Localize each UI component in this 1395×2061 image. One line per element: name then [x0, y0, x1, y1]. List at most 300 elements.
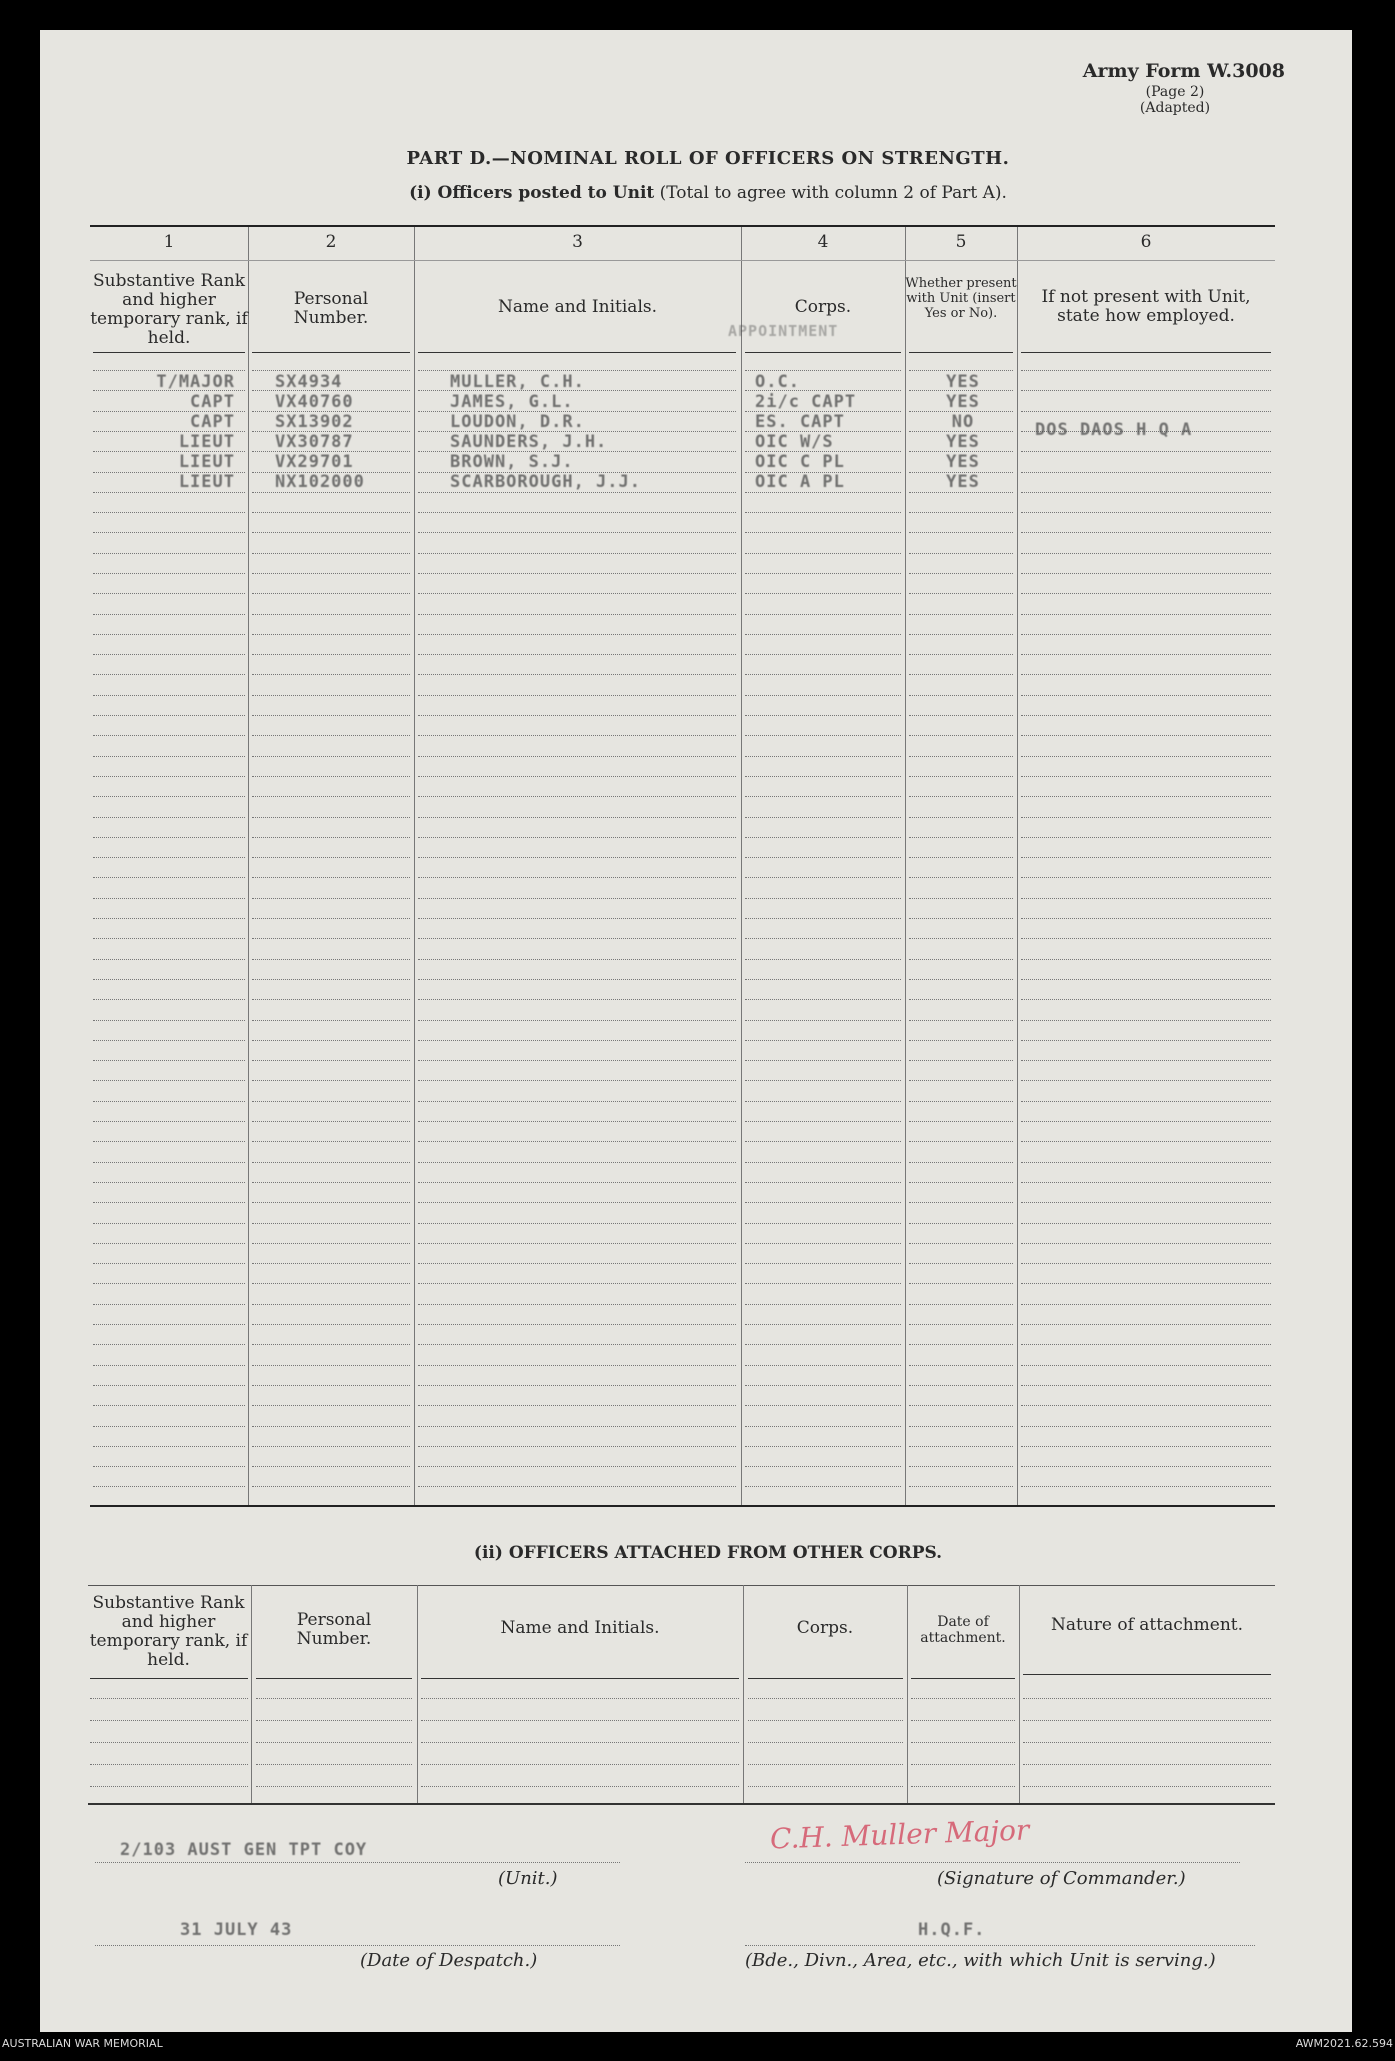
dotted-line [252, 817, 410, 818]
dotted-line [252, 1243, 410, 1244]
dotted-line [252, 1060, 410, 1061]
corps-cell: O.C. [755, 372, 800, 392]
dotted-line [93, 573, 245, 574]
dotted-line [252, 1020, 410, 1021]
dotted-line [252, 1304, 410, 1305]
part-ii-title: (ii) OFFICERS ATTACHED FROM OTHER CORPS. [473, 1543, 943, 1563]
dotted-line [1021, 938, 1271, 939]
dotted-line [252, 1283, 410, 1284]
dotted-line [93, 877, 245, 878]
dotted-line [93, 532, 245, 533]
dotted-line [745, 1223, 901, 1224]
name-cell: SCARBOROUGH, J.J. [450, 472, 641, 492]
dotted-line [418, 1223, 736, 1224]
dotted-line [1021, 837, 1271, 838]
corps-cell: OIC C PL [755, 452, 845, 472]
dotted-line [1021, 756, 1271, 757]
dotted-line [93, 817, 245, 818]
dotted-line [748, 1698, 903, 1699]
dotted-line [93, 634, 245, 635]
present-cell: YES [946, 472, 980, 492]
dotted-line [745, 776, 901, 777]
dotted-line [252, 1365, 410, 1366]
dotted-line [909, 593, 1013, 594]
dotted-line [418, 959, 736, 960]
dotted-line [1021, 1202, 1271, 1203]
form-note: (Adapted) [1139, 100, 1211, 116]
dotted-line [1021, 451, 1271, 452]
dotted-line [252, 857, 410, 858]
dotted-line [93, 857, 245, 858]
t2-header-date: Date of attachment. [920, 1614, 1006, 1646]
dotted-line [1021, 1243, 1271, 1244]
dotted-line [418, 674, 736, 675]
col-number: 3 [572, 232, 583, 252]
dotted-line [252, 593, 410, 594]
name-cell: LOUDON, D.R. [450, 412, 585, 432]
dotted-line [745, 1405, 901, 1406]
dotted-line [909, 1223, 1013, 1224]
dotted-line [1021, 898, 1271, 899]
dotted-line [1021, 472, 1271, 473]
dotted-line [418, 1446, 736, 1447]
dotted-line [93, 1344, 245, 1345]
name-cell: MULLER, C.H. [450, 372, 585, 392]
dotted-line [1021, 796, 1271, 797]
dotted-line [909, 979, 1013, 980]
unit-line [95, 1862, 620, 1863]
dotted-line [93, 959, 245, 960]
dotted-line [909, 1263, 1013, 1264]
dotted-line [909, 1426, 1013, 1427]
dotted-line [909, 999, 1013, 1000]
dotted-line [421, 1742, 739, 1743]
dotted-line [93, 512, 245, 513]
dotted-line [909, 1040, 1013, 1041]
dotted-line [93, 1182, 245, 1183]
dotted-line [1021, 715, 1271, 716]
dotted-line [1021, 1365, 1271, 1366]
dotted-line [745, 1446, 901, 1447]
dotted-line [256, 1764, 412, 1765]
signature-label: (Signature of Commander.) [937, 1868, 1186, 1889]
dotted-line [252, 1385, 410, 1386]
dotted-line [418, 1121, 736, 1122]
dotted-line [909, 654, 1013, 655]
dotted-line [418, 1162, 736, 1163]
footer-left: AUSTRALIAN WAR MEMORIAL [2, 2037, 163, 2050]
dotted-line [418, 1060, 736, 1061]
dotted-line [93, 1121, 245, 1122]
dotted-line [909, 1283, 1013, 1284]
dotted-line [909, 1344, 1013, 1345]
form-page-number: (Page 2) [1145, 84, 1205, 100]
t2-header-rule [421, 1678, 739, 1679]
table1-bottom-rule [90, 1505, 1275, 1507]
dotted-line [1021, 999, 1271, 1000]
part-d-title: PART D.—NOMINAL ROLL OF OFFICERS ON STRENGTH. [406, 148, 1010, 169]
dotted-line [1021, 1020, 1271, 1021]
dotted-line [745, 674, 901, 675]
dotted-line [252, 715, 410, 716]
dotted-line [252, 1101, 410, 1102]
dotted-line [421, 1698, 739, 1699]
dotted-line [252, 1223, 410, 1224]
dotted-line [256, 1786, 412, 1787]
dotted-line [1021, 1344, 1271, 1345]
table1-top-rule [90, 225, 1275, 227]
dotted-line [252, 614, 410, 615]
dotted-line [1023, 1786, 1271, 1787]
rank-cell: LIEUT [178, 432, 235, 452]
header-personal-number: Personal Number. [293, 289, 369, 328]
dotted-line [745, 1101, 901, 1102]
dotted-line [90, 1742, 248, 1743]
dotted-line [252, 837, 410, 838]
dotted-line [745, 999, 901, 1000]
dotted-line [1021, 695, 1271, 696]
t2-header-personal-number: Personal Number. [296, 1610, 372, 1649]
dotted-line [93, 1304, 245, 1305]
dotted-line [252, 1466, 410, 1467]
dotted-line [93, 674, 245, 675]
dotted-line [418, 654, 736, 655]
part-d-subtitle [90, 183, 1326, 203]
dotted-line [1021, 1304, 1271, 1305]
dotted-line [909, 1466, 1013, 1467]
col-number: 1 [163, 232, 175, 252]
dotted-line [745, 512, 901, 513]
dotted-line [421, 1720, 739, 1721]
number-cell: VX40760 [275, 392, 354, 412]
dotted-line [1021, 877, 1271, 878]
dotted-line [252, 1040, 410, 1041]
dotted-line [252, 492, 410, 493]
table2-top-rule [88, 1585, 1275, 1586]
dotted-line [909, 634, 1013, 635]
dotted-line [418, 593, 736, 594]
dotted-line [911, 1720, 1015, 1721]
present-cell: YES [946, 432, 980, 452]
date-line [95, 1945, 620, 1946]
dotted-line [909, 898, 1013, 899]
dotted-line [418, 756, 736, 757]
dotted-line [93, 1060, 245, 1061]
dotted-line [1021, 1223, 1271, 1224]
t2-header-corps: Corps. [796, 1618, 854, 1638]
dotted-line [93, 837, 245, 838]
number-cell: VX30787 [275, 432, 354, 452]
dotted-line [252, 1426, 410, 1427]
rank-cell: LIEUT [178, 452, 235, 472]
dotted-line [1021, 1405, 1271, 1406]
dotted-line [256, 1720, 412, 1721]
dotted-line [909, 817, 1013, 818]
dotted-line [909, 492, 1013, 493]
dotted-line [93, 553, 245, 554]
dotted-line [93, 1080, 245, 1081]
dotted-line [252, 654, 410, 655]
dotted-line [909, 837, 1013, 838]
dotted-line [1023, 1720, 1271, 1721]
dotted-line [93, 918, 245, 919]
dotted-line [418, 370, 736, 371]
dotted-line [252, 1162, 410, 1163]
dotted-line [909, 756, 1013, 757]
dotted-line [1021, 614, 1271, 615]
header-employment: If not present with Unit, state how employed. [1041, 287, 1251, 326]
dotted-line [909, 1324, 1013, 1325]
dotted-line [1021, 390, 1271, 391]
t2-header-rule [911, 1678, 1015, 1679]
table1-divider [248, 227, 249, 1505]
corps-cell: OIC A PL [755, 472, 845, 492]
dotted-line [1021, 1486, 1271, 1487]
dotted-line [256, 1698, 412, 1699]
dotted-line [1021, 1446, 1271, 1447]
dotted-line [418, 634, 736, 635]
dotted-line [909, 1121, 1013, 1122]
dotted-line [252, 898, 410, 899]
present-cell: YES [946, 372, 980, 392]
dotted-line [745, 1324, 901, 1325]
dotted-line [418, 1263, 736, 1264]
dotted-line [93, 593, 245, 594]
bde-value: H.Q.F. [918, 1920, 986, 1940]
dotted-line [418, 918, 736, 919]
dotted-line [93, 695, 245, 696]
header-rule [252, 352, 410, 353]
unit-label: (Unit.) [498, 1868, 558, 1889]
dotted-line [93, 1263, 245, 1264]
dotted-line [418, 715, 736, 716]
dotted-line [418, 877, 736, 878]
dotted-line [745, 918, 901, 919]
dotted-line [418, 1344, 736, 1345]
dotted-line [748, 1742, 903, 1743]
dotted-line [93, 492, 245, 493]
dotted-line [745, 1121, 901, 1122]
dotted-line [745, 1080, 901, 1081]
dotted-line [1021, 553, 1271, 554]
t2-header-rule [256, 1678, 412, 1679]
dotted-line [418, 614, 736, 615]
dotted-line [745, 857, 901, 858]
dotted-line [93, 1385, 245, 1386]
col-number-rule [90, 260, 1275, 261]
dotted-line [90, 1764, 248, 1765]
dotted-line [745, 1020, 901, 1021]
dotted-line [745, 938, 901, 939]
col-number: 5 [955, 232, 967, 252]
t2-header-rank: Substantive Rank and higher temporary rank, if held. [89, 1593, 248, 1670]
dotted-line [909, 735, 1013, 736]
dotted-line [1021, 1080, 1271, 1081]
dotted-line [1021, 857, 1271, 858]
dotted-line [93, 1243, 245, 1244]
dotted-line [93, 370, 245, 371]
dotted-line [93, 999, 245, 1000]
dotted-line [418, 1385, 736, 1386]
dotted-line [909, 1365, 1013, 1366]
col-number: 6 [1140, 232, 1152, 252]
dotted-line [418, 1324, 736, 1325]
dotted-line [745, 492, 901, 493]
dotted-line [93, 1486, 245, 1487]
footer-right: AWM2021.62.594 [1295, 2037, 1393, 2050]
dotted-line [252, 979, 410, 980]
dotted-line [745, 634, 901, 635]
header-rule [93, 352, 245, 353]
dotted-line [252, 1121, 410, 1122]
corps-cell: 2i/c CAPT [755, 392, 857, 412]
table1-divider [1017, 227, 1018, 1505]
dotted-line [93, 1040, 245, 1041]
dotted-line [909, 370, 1013, 371]
dotted-line [745, 593, 901, 594]
dotted-line [418, 695, 736, 696]
dotted-line [1021, 918, 1271, 919]
dotted-line [909, 512, 1013, 513]
dotted-line [90, 1786, 248, 1787]
dotted-line [252, 999, 410, 1000]
t2-header-rule [748, 1678, 903, 1679]
dotted-line [252, 1344, 410, 1345]
dotted-line [1021, 573, 1271, 574]
dotted-line [1021, 674, 1271, 675]
dotted-line [93, 979, 245, 980]
corps-cell: ES. CAPT [755, 412, 845, 432]
dotted-line [252, 532, 410, 533]
dotted-line [745, 1182, 901, 1183]
dotted-line [1021, 1283, 1271, 1284]
dotted-line [252, 1141, 410, 1142]
dotted-line [418, 512, 736, 513]
dotted-line [1021, 1040, 1271, 1041]
corps-stamp: APPOINTMENT [728, 322, 839, 340]
table2-divider [417, 1585, 418, 1803]
dotted-line [1021, 370, 1271, 371]
dotted-line [252, 796, 410, 797]
table2-divider [743, 1585, 744, 1803]
dotted-line [909, 573, 1013, 574]
dotted-line [93, 1324, 245, 1325]
dotted-line [418, 735, 736, 736]
dotted-line [909, 1486, 1013, 1487]
dotted-line [1021, 1060, 1271, 1061]
dotted-line [93, 1405, 245, 1406]
dotted-line [1021, 532, 1271, 533]
dotted-line [418, 1426, 736, 1427]
dotted-line [745, 1060, 901, 1061]
dotted-line [909, 553, 1013, 554]
dotted-line [1021, 1385, 1271, 1386]
dotted-line [252, 553, 410, 554]
dotted-line [252, 573, 410, 574]
dotted-line [909, 1446, 1013, 1447]
dotted-line [93, 1101, 245, 1102]
dotted-line [909, 715, 1013, 716]
present-cell: NO [951, 412, 975, 432]
dotted-line [1021, 593, 1271, 594]
name-cell: SAUNDERS, J.H. [450, 432, 608, 452]
dotted-line [418, 938, 736, 939]
dotted-line [252, 877, 410, 878]
dotted-line [909, 1202, 1013, 1203]
header-rank: Substantive Rank and higher temporary rank, if held. [90, 271, 248, 348]
dotted-line [93, 1283, 245, 1284]
dotted-line [418, 837, 736, 838]
dotted-line [252, 1080, 410, 1081]
header-rule [418, 352, 736, 353]
dotted-line [93, 898, 245, 899]
bde-line [745, 1945, 1255, 1946]
dotted-line [909, 1405, 1013, 1406]
number-cell: SX4934 [275, 372, 343, 392]
dotted-line [418, 979, 736, 980]
dotted-line [745, 796, 901, 797]
dotted-line [93, 1020, 245, 1021]
dotted-line [1021, 1141, 1271, 1142]
dotted-line [252, 1405, 410, 1406]
table1-divider [741, 227, 742, 1505]
unit-value: 2/103 AUST GEN TPT COY [120, 1840, 368, 1860]
dotted-line [748, 1764, 903, 1765]
part-d-subtitle-bold: (i) Officers posted to Unit [409, 183, 655, 203]
dotted-line [909, 614, 1013, 615]
dotted-line [745, 1365, 901, 1366]
name-cell: JAMES, G.L. [450, 392, 574, 412]
rank-cell: LIEUT [178, 472, 235, 492]
dotted-line [93, 796, 245, 797]
header-name: Name and Initials. [497, 297, 658, 317]
rank-cell: T/MAJOR [156, 372, 235, 392]
dotted-line [1021, 735, 1271, 736]
dotted-line [418, 817, 736, 818]
present-cell: YES [946, 452, 980, 472]
dotted-line [93, 1223, 245, 1224]
dotted-line [909, 959, 1013, 960]
dotted-line [93, 1426, 245, 1427]
dotted-line [909, 1385, 1013, 1386]
dotted-line [1021, 959, 1271, 960]
dotted-line [418, 898, 736, 899]
dotted-line [745, 654, 901, 655]
dotted-line [1021, 1263, 1271, 1264]
dotted-line [418, 1141, 736, 1142]
dotted-line [418, 1020, 736, 1021]
dotted-line [745, 817, 901, 818]
dotted-line [252, 1486, 410, 1487]
dotted-line [418, 573, 736, 574]
dotted-line [745, 1243, 901, 1244]
number-cell: VX29701 [275, 452, 354, 472]
dotted-line [909, 938, 1013, 939]
dotted-line [909, 796, 1013, 797]
dotted-line [418, 796, 736, 797]
dotted-line [1021, 1101, 1271, 1102]
t2-header-rule [1023, 1674, 1271, 1675]
table2-bottom-rule [88, 1803, 1275, 1805]
t2-header-name: Name and Initials. [500, 1618, 660, 1638]
dotted-line [1021, 1466, 1271, 1467]
number-cell: NX102000 [275, 472, 365, 492]
dotted-line [745, 756, 901, 757]
t2-header-rule [90, 1678, 248, 1679]
dotted-line [252, 512, 410, 513]
dotted-line [745, 1162, 901, 1163]
dotted-line [745, 1486, 901, 1487]
